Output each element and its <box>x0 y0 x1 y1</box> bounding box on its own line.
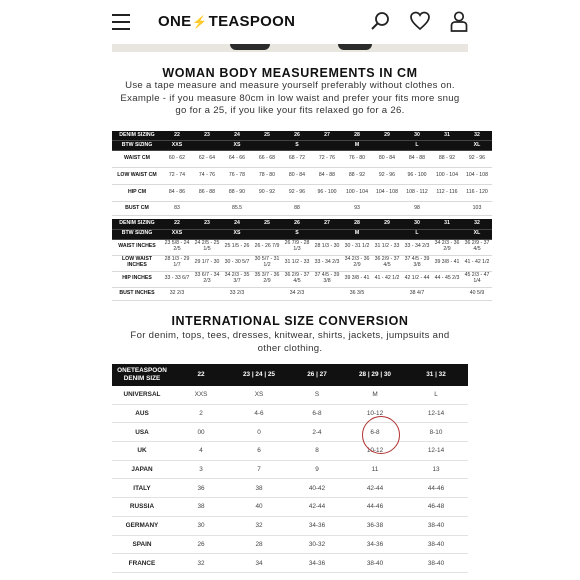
table-row <box>112 498 468 517</box>
table-cell: 26 - 26 7/9 <box>252 239 282 255</box>
table-cell: 30 - 31 1/2 <box>342 239 372 255</box>
table-cell: 38-40 <box>404 516 468 535</box>
table-cell: 103 <box>462 202 492 216</box>
table-cell: 25 <box>252 131 282 141</box>
table-cell: 23 <box>192 131 222 141</box>
table-cell: 4 <box>172 442 230 461</box>
menu-icon[interactable] <box>112 14 130 30</box>
table-cell: 90 - 92 <box>252 185 282 202</box>
table-cell: 25 <box>252 219 282 229</box>
table-cell: 36 3/5 <box>342 287 372 300</box>
table-cell: 39 3/8 - 41 <box>342 271 372 287</box>
table-cell: 41 - 42 1/2 <box>462 255 492 271</box>
highlight-circle <box>362 416 400 454</box>
row-label: RUSSIA <box>112 498 172 517</box>
table-cell: 28 <box>230 535 288 554</box>
table-cell <box>372 141 402 151</box>
table-cell: 85.5 <box>222 202 252 216</box>
table-cell <box>252 229 282 239</box>
table-cell <box>312 229 342 239</box>
table-cell <box>252 287 282 300</box>
table-cell: 33 6/7 - 34 2/3 <box>192 271 222 287</box>
table-cell: 44-46 <box>346 498 404 517</box>
table-cell: 10-12 <box>346 404 404 423</box>
table-cell: 34-36 <box>288 516 346 535</box>
table-cell: 38 4/7 <box>402 287 432 300</box>
table-row <box>112 151 492 168</box>
table-cell: 38-40 <box>404 535 468 554</box>
table-cell: 24 <box>222 131 252 141</box>
column-header: 26 | 27 <box>288 364 346 386</box>
table-cell: 34 <box>230 554 288 573</box>
header-label: ONETEASPOON DENIM SIZE <box>112 364 172 386</box>
table-row <box>112 185 492 202</box>
table-cell: XXS <box>162 229 192 239</box>
table-cell: 24 <box>222 219 252 229</box>
table-row <box>112 202 492 216</box>
table-cell: 33 2/3 <box>222 287 252 300</box>
table-cell: M <box>346 386 404 404</box>
table-row <box>112 255 492 271</box>
table-cell: 37 4/5 - 39 3/8 <box>402 255 432 271</box>
table-cell: 23 <box>192 219 222 229</box>
table-cell: 0 <box>230 423 288 442</box>
table-cell: 88 - 92 <box>432 151 462 168</box>
size-conversion-table <box>112 364 468 573</box>
table-cell: 42-44 <box>288 498 346 517</box>
table-cell: XL <box>462 141 492 151</box>
table-cell <box>192 287 222 300</box>
table-cell: 86 - 88 <box>192 185 222 202</box>
table-cell: 26 <box>172 535 230 554</box>
table-cell <box>312 141 342 151</box>
table-row <box>112 404 468 423</box>
table-cell: 29 <box>372 219 402 229</box>
table-cell: 62 - 64 <box>192 151 222 168</box>
table-cell: 22 <box>162 219 192 229</box>
table-cell: 76 - 78 <box>222 168 252 185</box>
table-cell: S <box>282 229 312 239</box>
table-row <box>112 554 468 573</box>
row-label: DENIM SIZING <box>112 131 162 141</box>
table-cell: M <box>342 141 372 151</box>
table-cell: 92 - 96 <box>462 151 492 168</box>
table-cell: 40-42 <box>288 479 346 498</box>
table-cell: 96 - 100 <box>402 168 432 185</box>
table-row <box>112 535 468 554</box>
table-cell: 30 - 30 5/7 <box>222 255 252 271</box>
table-cell: 3 <box>172 460 230 479</box>
inch-measurements-table <box>112 219 492 301</box>
table-cell: 84 - 88 <box>312 168 342 185</box>
table-cell: 33 - 34 2/3 <box>402 239 432 255</box>
table-row <box>112 460 468 479</box>
table-cell: 11 <box>346 460 404 479</box>
table-cell: 36 2/9 - 37 4/5 <box>462 239 492 255</box>
table-cell: 26 7/9 - 28 1/3 <box>282 239 312 255</box>
table-cell: 37 4/5 - 39 3/8 <box>312 271 342 287</box>
table-cell: 68 - 72 <box>282 151 312 168</box>
table-row <box>112 239 492 255</box>
row-label: UNIVERSAL <box>112 386 172 404</box>
table-cell: 100 - 104 <box>432 168 462 185</box>
table-cell: 6 <box>230 442 288 461</box>
table-cell <box>192 141 222 151</box>
heart-icon[interactable] <box>409 10 431 32</box>
table-cell: 28 <box>342 219 372 229</box>
table-cell: 25 1/5 - 26 <box>222 239 252 255</box>
table-cell: 2 <box>172 404 230 423</box>
table-cell: 27 <box>312 131 342 141</box>
table-cell: 72 - 74 <box>162 168 192 185</box>
table-cell: 12-14 <box>404 404 468 423</box>
table-cell: 34-36 <box>288 554 346 573</box>
table-cell: 92 - 96 <box>372 168 402 185</box>
table-cell: 28 1/3 - 29 1/7 <box>162 255 192 271</box>
table-cell <box>372 229 402 239</box>
table-cell: 30-32 <box>288 535 346 554</box>
row-label: JAPAN <box>112 460 172 479</box>
table-cell: 23 5/8 - 24 2/5 <box>162 239 192 255</box>
row-label: HIP INCHES <box>112 271 162 287</box>
table-cell: 80 - 84 <box>282 168 312 185</box>
table-cell: XS <box>222 141 252 151</box>
table-cell: 30 5/7 - 31 1/2 <box>252 255 282 271</box>
table-row <box>112 423 468 442</box>
column-header: 23 | 24 | 25 <box>230 364 288 386</box>
table-cell: 40 <box>230 498 288 517</box>
table-cell: 39 3/8 - 41 <box>432 255 462 271</box>
table-cell: 33 - 34 2/3 <box>312 255 342 271</box>
table-cell <box>432 229 462 239</box>
table-cell: 98 <box>402 202 432 216</box>
table-cell <box>192 229 222 239</box>
table-cell: 26 <box>282 219 312 229</box>
table-cell: XL <box>462 229 492 239</box>
table-cell: 12-14 <box>404 442 468 461</box>
table-cell: 30 <box>402 131 432 141</box>
table-cell: 92 - 96 <box>282 185 312 202</box>
table-cell: 42 1/2 - 44 <box>402 271 432 287</box>
table-header-row <box>112 364 468 386</box>
brand-text-right: TEASPOON <box>208 13 296 30</box>
row-label: UK <box>112 442 172 461</box>
table-cell: 108 - 112 <box>402 185 432 202</box>
row-label: HIP CM <box>112 185 162 202</box>
table-cell: 29 <box>372 131 402 141</box>
row-label: WAIST INCHES <box>112 239 162 255</box>
table-cell: 30 <box>402 219 432 229</box>
table-cell: 8 <box>288 442 346 461</box>
table-cell: 8-10 <box>404 423 468 442</box>
table-cell: 100 - 104 <box>342 185 372 202</box>
row-label: BUST CM <box>112 202 162 216</box>
table-cell <box>312 287 342 300</box>
table-cell: 38-40 <box>346 554 404 573</box>
table-cell: 74 - 76 <box>192 168 222 185</box>
row-label: GERMANY <box>112 516 172 535</box>
table-cell: 36 2/9 - 37 4/5 <box>372 255 402 271</box>
table-cell: 9 <box>288 460 346 479</box>
table-cell: 7 <box>230 460 288 479</box>
brand-bolt: ⚡ <box>192 15 208 29</box>
table-cell: 32 2/3 <box>162 287 192 300</box>
row-label: BUST INCHES <box>112 287 162 300</box>
row-label: BTW SIZING <box>112 141 162 151</box>
row-label: DENIM SIZING <box>112 219 162 229</box>
table-cell: L <box>402 141 432 151</box>
table-row <box>112 287 492 300</box>
table-row <box>112 442 468 461</box>
column-header: 28 | 29 | 30 <box>346 364 404 386</box>
measurements-intro: Use a tape measure and measure yourself preferably without clothes on. Example - if you measure 80cm in low waist and prefer your fits more snug go for a 25, if you like your fits relaxed go for a 26. <box>120 80 460 117</box>
table-cell: 28 1/3 - 30 <box>312 239 342 255</box>
table-cell: L <box>402 229 432 239</box>
table-cell: 22 <box>162 131 192 141</box>
table-cell: 28 <box>342 131 372 141</box>
table-cell: 76 - 80 <box>342 151 372 168</box>
table-cell: 116 - 120 <box>462 185 492 202</box>
table-cell: 32 <box>230 516 288 535</box>
table-row <box>112 141 492 151</box>
table-cell: XS <box>222 229 252 239</box>
table-cell: 4-6 <box>230 404 288 423</box>
table-cell: 38-40 <box>404 554 468 573</box>
table-cell: 45 2/3 - 47 1/4 <box>462 271 492 287</box>
table-row <box>112 516 468 535</box>
column-header: 31 | 32 <box>404 364 468 386</box>
table-cell: 31 1/2 - 33 <box>282 255 312 271</box>
table-cell: 6-8 <box>346 423 404 442</box>
table-cell: 36 <box>172 479 230 498</box>
table-cell: 31 1/2 - 33 <box>372 239 402 255</box>
table-cell: 83 <box>162 202 192 216</box>
table-cell: 88 - 92 <box>342 168 372 185</box>
row-label: WAIST CM <box>112 151 162 168</box>
table-cell <box>372 287 402 300</box>
table-row <box>112 168 492 185</box>
table-cell: XXS <box>162 141 192 151</box>
table-cell: 29 1/7 - 30 <box>192 255 222 271</box>
cm-measurements-table <box>112 131 492 216</box>
hero-image-strip <box>112 44 468 52</box>
row-label: AUS <box>112 404 172 423</box>
table-cell: 38 <box>172 498 230 517</box>
search-icon[interactable] <box>370 10 392 32</box>
table-cell: 46-48 <box>404 498 468 517</box>
table-cell: 66 - 68 <box>252 151 282 168</box>
column-header: 22 <box>172 364 230 386</box>
table-cell: L <box>404 386 468 404</box>
table-cell: 32 <box>462 219 492 229</box>
table-cell: XS <box>230 386 288 404</box>
table-cell: 88 - 90 <box>222 185 252 202</box>
table-cell: 72 - 76 <box>312 151 342 168</box>
measurements-title: WOMAN BODY MEASUREMENTS IN CM <box>162 66 418 80</box>
table-cell: 36-38 <box>346 516 404 535</box>
row-label: USA <box>112 423 172 442</box>
table-cell: 93 <box>342 202 372 216</box>
table-cell: 84 - 88 <box>402 151 432 168</box>
table-cell: 36 2/9 - 37 4/5 <box>282 271 312 287</box>
table-cell: 44 - 45 2/3 <box>432 271 462 287</box>
row-label: BTW SIZING <box>112 229 162 239</box>
table-cell: 41 - 42 1/2 <box>372 271 402 287</box>
table-cell: 34 2/3 <box>282 287 312 300</box>
table-cell: 26 <box>282 131 312 141</box>
table-row <box>112 386 468 404</box>
table-row <box>112 479 468 498</box>
user-icon[interactable] <box>448 10 470 32</box>
table-cell: 24 2/5 - 25 1/5 <box>192 239 222 255</box>
row-label: FRANCE <box>112 554 172 573</box>
table-cell: M <box>342 229 372 239</box>
table-cell: 31 <box>432 131 462 141</box>
table-row <box>112 131 492 141</box>
table-cell: 44-46 <box>404 479 468 498</box>
table-cell <box>432 287 462 300</box>
table-cell <box>372 202 402 216</box>
table-cell: S <box>288 386 346 404</box>
table-cell <box>432 141 462 151</box>
brand-logo[interactable] <box>158 13 295 30</box>
table-cell: 78 - 80 <box>252 168 282 185</box>
table-cell: 42-44 <box>346 479 404 498</box>
row-label: SPAIN <box>112 535 172 554</box>
table-row <box>112 271 492 287</box>
brand-text-left: ONE <box>158 13 192 30</box>
top-nav-bar <box>0 0 580 44</box>
table-cell: 96 - 100 <box>312 185 342 202</box>
table-cell: 64 - 66 <box>222 151 252 168</box>
table-cell: 10-12 <box>346 442 404 461</box>
table-cell: 27 <box>312 219 342 229</box>
conversion-title: INTERNATIONAL SIZE CONVERSION <box>171 314 409 328</box>
table-row <box>112 219 492 229</box>
table-cell <box>252 202 282 216</box>
table-cell <box>252 141 282 151</box>
table-row <box>112 229 492 239</box>
table-cell: 33 - 33 6/7 <box>162 271 192 287</box>
table-cell: 13 <box>404 460 468 479</box>
table-cell: 32 <box>462 131 492 141</box>
row-label: LOW WAIST CM <box>112 168 162 185</box>
table-cell: XXS <box>172 386 230 404</box>
table-cell: 34 2/3 - 36 2/9 <box>342 255 372 271</box>
table-cell: 112 - 116 <box>432 185 462 202</box>
table-cell <box>432 202 462 216</box>
conversion-intro: For denim, tops, tees, dresses, knitwear, shirts, jackets, jumpsuits and other clothing. <box>130 330 450 354</box>
table-cell: 6-8 <box>288 404 346 423</box>
table-cell: 34 2/3 - 36 2/9 <box>432 239 462 255</box>
table-cell: 88 <box>282 202 312 216</box>
table-cell: 38 <box>230 479 288 498</box>
table-cell: 00 <box>172 423 230 442</box>
table-cell: 84 - 86 <box>162 185 192 202</box>
table-cell: 30 <box>172 516 230 535</box>
table-cell: 34 2/3 - 35 3/7 <box>222 271 252 287</box>
table-cell: 31 <box>432 219 462 229</box>
table-cell <box>312 202 342 216</box>
table-cell: 40 5/9 <box>462 287 492 300</box>
row-label: LOW WAIST INCHES <box>112 255 162 271</box>
table-cell: 60 - 62 <box>162 151 192 168</box>
table-cell: 34-36 <box>346 535 404 554</box>
table-cell: 32 <box>172 554 230 573</box>
table-cell: 2-4 <box>288 423 346 442</box>
table-cell: S <box>282 141 312 151</box>
row-label: ITALY <box>112 479 172 498</box>
table-cell: 80 - 84 <box>372 151 402 168</box>
table-cell: 104 - 108 <box>462 168 492 185</box>
table-cell <box>192 202 222 216</box>
table-cell: 104 - 108 <box>372 185 402 202</box>
table-cell: 35 3/7 - 36 2/9 <box>252 271 282 287</box>
